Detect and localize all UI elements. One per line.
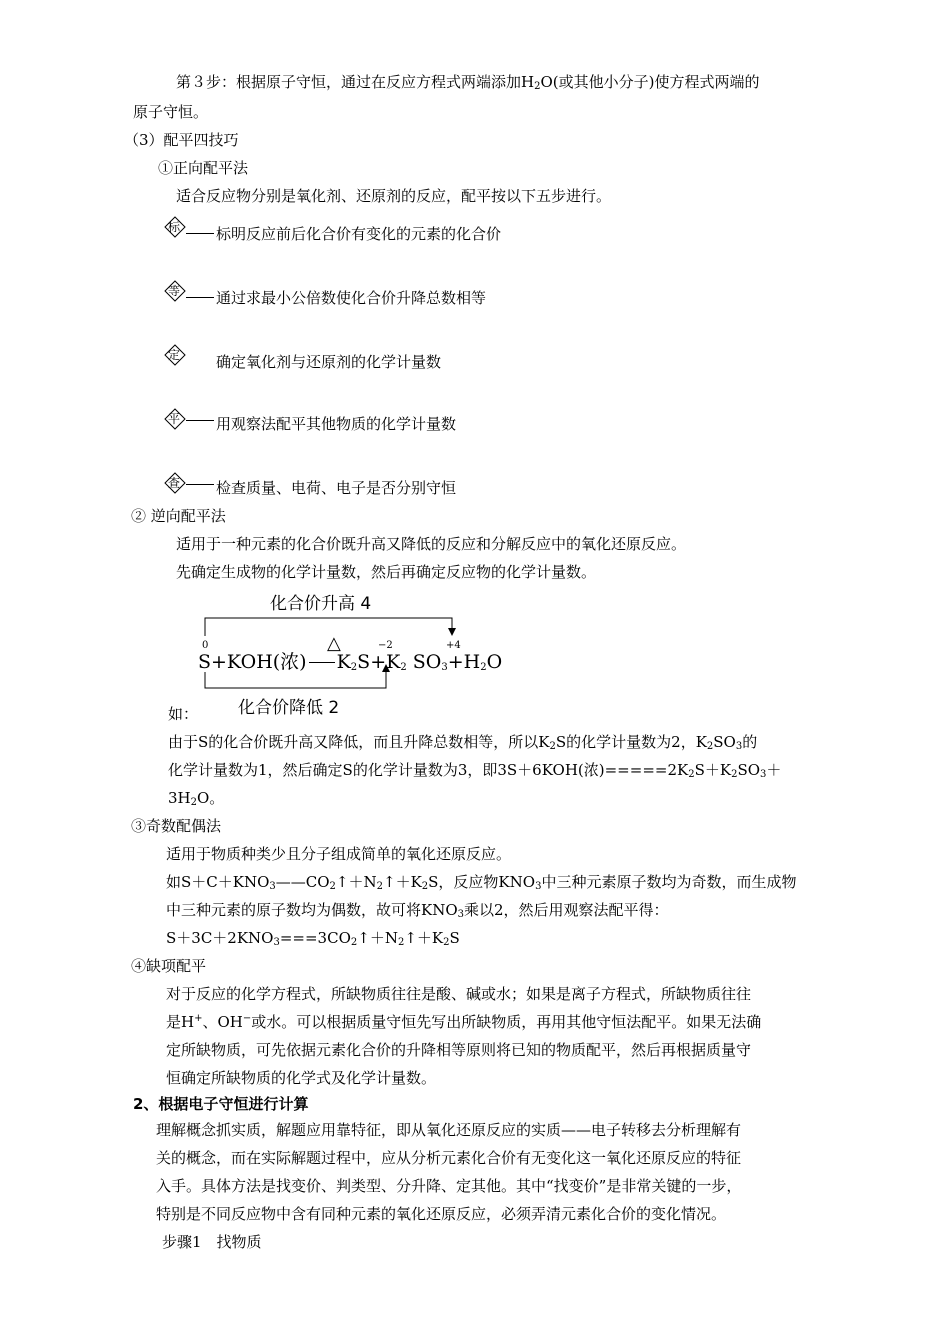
subscript: 3 (273, 937, 280, 948)
ox-state-0: 0 (202, 640, 209, 651)
missing-line-1: 对于反应的化学方程式，所缺物质往往是酸、碱或水；如果是离子方程式，所缺物质往往 (166, 985, 752, 1003)
text-span: 、OH (202, 1013, 243, 1031)
superscript: + (194, 1013, 203, 1024)
text-span: SO (737, 761, 761, 779)
subscript: 2 (421, 881, 429, 892)
step-text: 通过求最小公倍数使化合价升降总数相等 (216, 289, 487, 307)
connector-line (186, 484, 214, 485)
missing-line-2 (166, 1012, 761, 1032)
reaction-equation (198, 652, 502, 672)
heading-balancing-tips: （3）配平四技巧 (124, 131, 239, 149)
redox-diagram (190, 592, 570, 722)
electron-line-3: 入手。具体方法是找变价、判类型、分升降、定其他。其中“找变价”是非常关键的一步， (156, 1177, 742, 1195)
text-span: O。 (197, 789, 225, 807)
badge-char: 标 (168, 220, 181, 234)
step-1-find-substance: 步骤1 找物质 (162, 1233, 262, 1251)
text-span: SO (713, 733, 736, 751)
label-oxidation-increase: 化合价升高 4 (270, 594, 372, 614)
text-span: ↑＋K (383, 873, 422, 891)
text-span: S的化学计量数为2，K (555, 733, 707, 751)
text-span: 第３步：根据原子守恒，通过在反应方程式两端添加H (176, 73, 535, 91)
example-line-1 (168, 732, 757, 752)
text-span: 如S＋C＋KNO (166, 873, 270, 891)
step-text: 标明反应前后化合价有变化的元素的化合价 (216, 225, 502, 243)
step-text: 用观察法配平其他物质的化学计量数 (216, 415, 457, 433)
subscript: 2 (376, 881, 383, 892)
text-span: ↑＋N (357, 929, 398, 947)
paragraph-step3-line2: 原子守恒。 (133, 103, 209, 121)
text-span: S＋K (694, 761, 732, 779)
text-span: 中三种元素原子数均为奇数，而生成物 (541, 873, 797, 891)
text-span: 乘以2，然后用观察法配平得： (464, 901, 669, 919)
heading-forward-balancing: ①正向配平法 (158, 159, 249, 177)
badge-char: 定 (168, 348, 181, 362)
diamond-badge-icon (164, 472, 186, 494)
odd-even-line-3 (166, 900, 669, 920)
text-span: ——CO (275, 873, 330, 891)
subscript: 2 (397, 937, 405, 948)
electron-line-1: 理解概念抓实质，解题应用靠特征，即从氧化还原反应的实质——电子转移去分析理解有 (156, 1121, 742, 1139)
subscript: 2 (400, 662, 407, 673)
text-span: 是H (166, 1013, 195, 1031)
odd-even-line-4 (166, 928, 460, 948)
subscript: 3 (269, 881, 276, 892)
subscript: 2 (350, 937, 358, 948)
odd-even-desc: 适用于物质种类少且分子组成简单的氧化还原反应。 (166, 845, 512, 863)
label-oxidation-decrease: 化合价降低 2 (238, 698, 340, 718)
ox-state-minus2: −2 (378, 640, 393, 651)
subscript: 2 (329, 881, 336, 892)
eq-part: S+KOH(浓) (198, 651, 307, 673)
connector-line (186, 233, 214, 234)
text-span: ＋ (766, 761, 782, 779)
text-span: 中三种元素的原子数均为偶数，故可将KNO (166, 901, 458, 919)
connector-line (186, 297, 214, 298)
subscript: 2 (706, 741, 714, 752)
subscript: 2 (190, 797, 197, 808)
eq-arrow (309, 662, 335, 663)
text-span: 由于S的化合价既升高又降低，而且升降总数相等，所以K (168, 733, 550, 751)
subscript: 2 (731, 769, 738, 780)
subscript: 2 (549, 741, 556, 752)
ox-state-plus4: +4 (446, 640, 461, 651)
text-span: ↑＋N (335, 873, 377, 891)
subscript: 2 (688, 769, 695, 780)
text-span: S (449, 929, 460, 947)
subscript: 3 (735, 741, 743, 752)
text-span: 化学计量数为1，然后确定S的化学计量数为3，即3S＋6KOH(浓)=====2K (168, 761, 689, 779)
heading-odd-even-method: ③奇数配偶法 (131, 817, 222, 835)
eq-part: +H (447, 651, 481, 673)
section-heading-electron: 2、根据电子守恒进行计算 (133, 1095, 309, 1113)
text-span: S＋3C＋2KNO (166, 929, 274, 947)
diamond-badge-icon (164, 408, 186, 430)
text-span: ===3CO (279, 929, 351, 947)
electron-line-2: 关的概念，而在实际解题过程中，应从分析元素化合价有无变化这一氧化还原反应的特征 (156, 1149, 742, 1167)
badge-char: 等 (168, 284, 181, 298)
subscript: 3 (535, 881, 542, 892)
subscript: 3 (457, 909, 465, 920)
step-text: 确定氧化剂与还原剂的化学计量数 (216, 353, 442, 371)
electron-line-4: 特别是不同反应物中含有同种元素的氧化还原反应，必须弄清元素化合价的变化情况。 (156, 1205, 727, 1223)
step-text: 检查质量、电荷、电子是否分别守恒 (216, 479, 457, 497)
text-span: 或水。可以根据质量守恒先写出所缺物质，再用其他守恒法配平。如果无法确 (251, 1013, 762, 1031)
subscript: 2 (443, 937, 450, 948)
text-span: O(或其他小分子)使方程式两端的 (540, 73, 760, 91)
forward-description: 适合反应物分别是氧化剂、还原剂的反应，配平按以下五步进行。 (176, 187, 612, 205)
diamond-badge-icon (164, 216, 186, 238)
text-span: 的 (742, 733, 758, 751)
connector-line (186, 420, 214, 421)
badge-char: 平 (168, 412, 181, 426)
eq-part: O (486, 651, 503, 673)
example-line-2 (168, 760, 781, 780)
subscript: 2 (534, 81, 541, 92)
superscript: − (242, 1013, 252, 1024)
example-line-3 (168, 788, 224, 808)
eq-part: S+K (357, 651, 401, 673)
heat-delta-icon: △ (327, 633, 341, 654)
heading-missing-item: ④缺项配平 (131, 957, 207, 975)
subscript: 3 (441, 662, 448, 673)
subscript: 3 (760, 769, 767, 780)
text-span: ↑＋K (404, 929, 444, 947)
subscript: 2 (480, 662, 487, 673)
odd-even-line-2 (166, 872, 796, 892)
text-span: 3H (168, 789, 191, 807)
paragraph-step3-line1 (176, 72, 759, 92)
missing-line-4: 恒确定所缺物质的化学式及化学计量数。 (166, 1069, 437, 1087)
diamond-badge-icon (164, 280, 186, 302)
badge-char: 查 (168, 476, 181, 490)
diamond-badge-icon (164, 344, 186, 366)
missing-line-3: 定所缺物质，可先依据元素化合价的升降相等原则将已知的物质配平，然后再根据质量守 (166, 1041, 752, 1059)
heading-reverse-balancing: ② 逆向配平法 (131, 507, 226, 525)
subscript: 2 (350, 662, 358, 673)
reverse-desc-2: 先确定生成物的化学计量数，然后再确定反应物的化学计量数。 (176, 563, 597, 581)
reverse-desc-1: 适用于一种元素的化合价既升高又降低的反应和分解反应中的氧化还原反应。 (176, 535, 687, 553)
eq-part: SO (412, 651, 442, 673)
eq-part: K (336, 651, 351, 673)
example-prefix: 如： (168, 705, 199, 723)
text-span: S，反应物KNO (428, 873, 536, 891)
